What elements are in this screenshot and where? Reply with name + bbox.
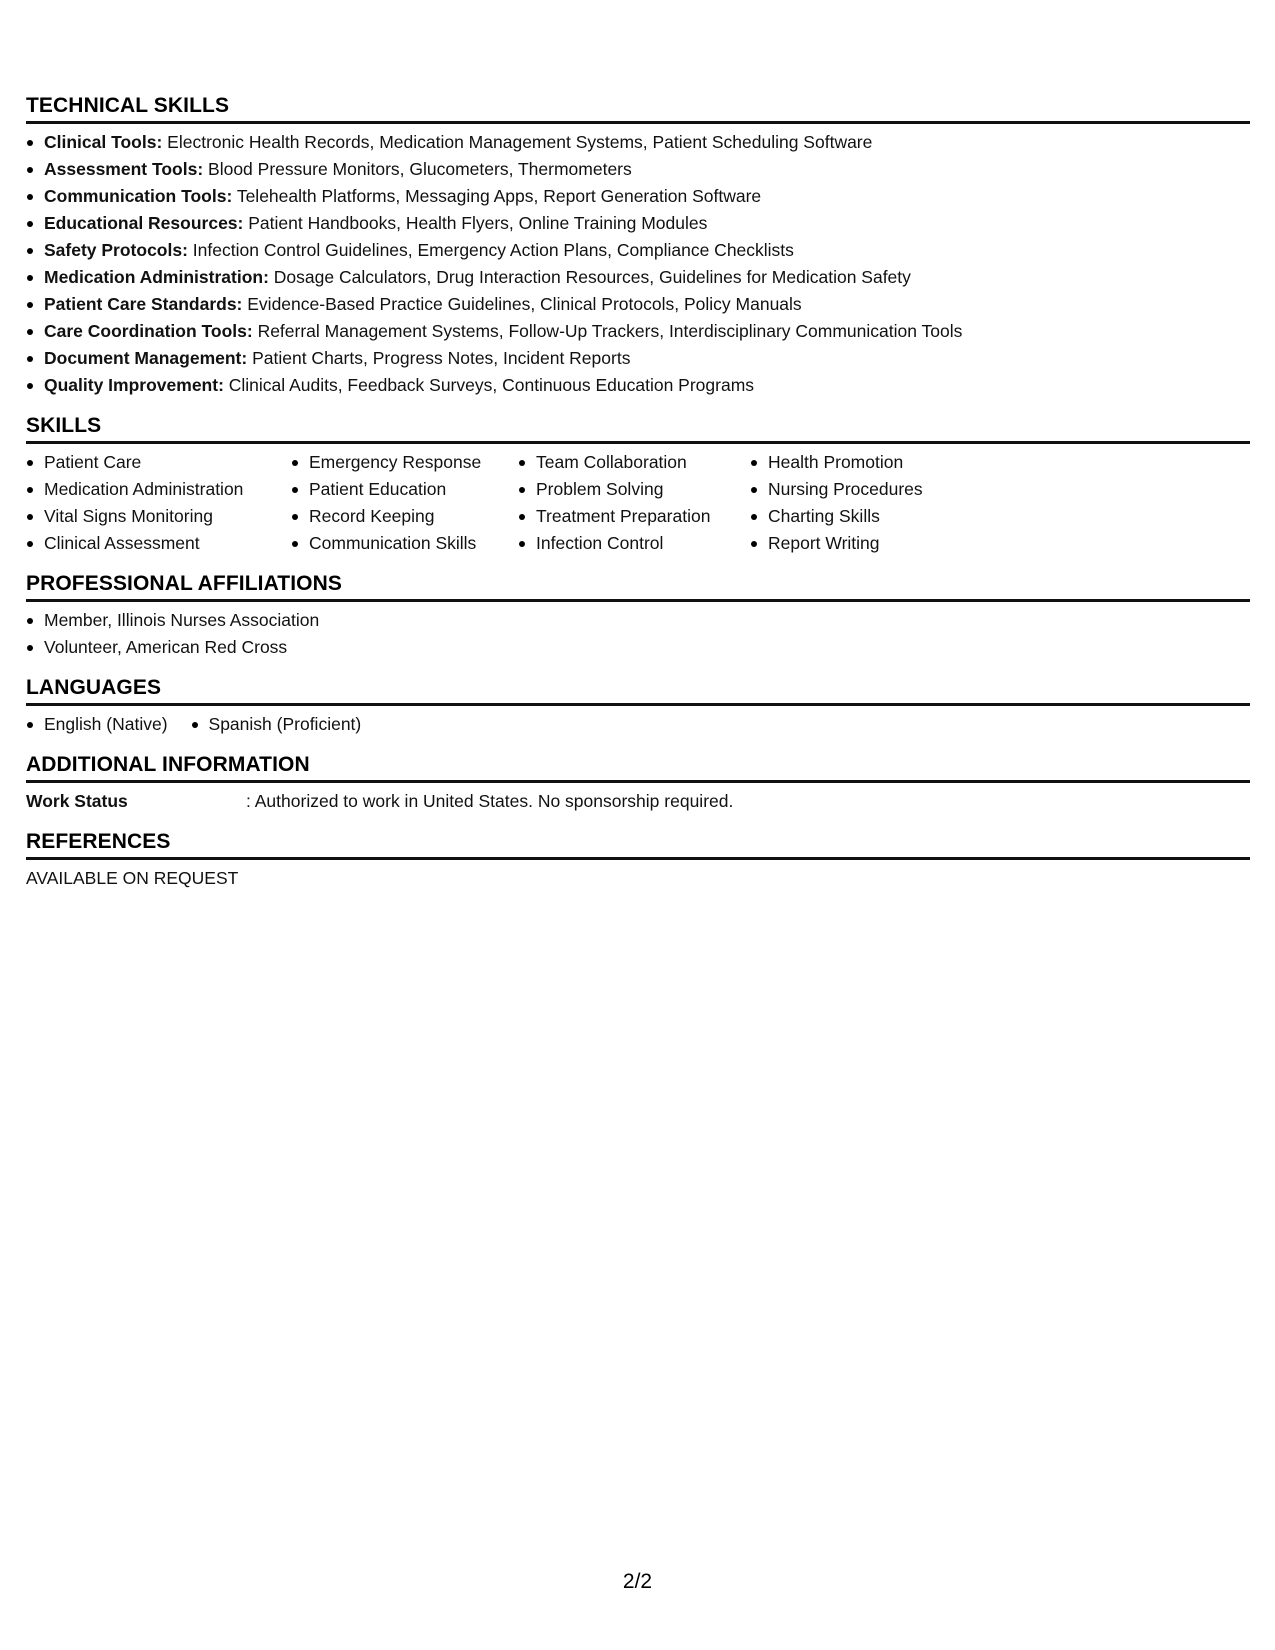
skills-column (291, 449, 518, 557)
work-status-row (26, 788, 1250, 815)
skill-item: Treatment Preparation (518, 503, 750, 530)
skills-column (750, 449, 980, 557)
skill-item: Emergency Response (291, 449, 518, 476)
technical-skills-heading: TECHNICAL SKILLS (26, 94, 230, 117)
page-number: 2/2 (622, 1570, 653, 1593)
item-label: Patient Care Standards: (44, 294, 243, 314)
item-text: Referral Management Systems, Follow-Up Trackers, Interdisciplinary Communication Tools (252, 321, 963, 341)
references-section (26, 829, 1250, 892)
item-label: Document Management: (44, 348, 248, 368)
item-text: Clinical Audits, Feedback Surveys, Continuous Education Programs (223, 375, 755, 395)
item-text: Dosage Calculators, Drug Interaction Resources, Guidelines for Medication Safety (268, 267, 911, 287)
affiliation-item: Volunteer, American Red Cross (26, 634, 1250, 661)
list-item (26, 264, 1250, 291)
section-divider (26, 121, 1250, 124)
item-label: Educational Resources: (44, 213, 244, 233)
affiliation-item: Member, Illinois Nurses Association (26, 607, 1250, 634)
list-item (26, 183, 1250, 210)
item-label: Assessment Tools: (44, 159, 204, 179)
languages-section (26, 675, 1250, 738)
item-text: Telehealth Platforms, Messaging Apps, Report Generation Software (232, 186, 762, 206)
skills-heading: SKILLS (26, 414, 102, 437)
item-label: Care Coordination Tools: (44, 321, 253, 341)
references-heading: REFERENCES (26, 830, 171, 853)
skill-item: Record Keeping (291, 503, 518, 530)
skill-item: Problem Solving (518, 476, 750, 503)
skill-item: Communication Skills (291, 530, 518, 557)
skill-item: Patient Education (291, 476, 518, 503)
references-text: AVAILABLE ON REQUEST (26, 868, 239, 888)
skills-grid (26, 449, 1250, 557)
technical-skills-list (26, 129, 1250, 399)
skills-column (26, 449, 291, 557)
list-item (26, 156, 1250, 183)
additional-info-heading: ADDITIONAL INFORMATION (26, 753, 310, 776)
section-divider (26, 703, 1250, 706)
item-text: Electronic Health Records, Medication Management Systems, Patient Scheduling Software (162, 132, 873, 152)
section-divider (26, 599, 1250, 602)
list-item (26, 291, 1250, 318)
section-divider (26, 441, 1250, 444)
languages-heading: LANGUAGES (26, 676, 162, 699)
skill-item: Infection Control (518, 530, 750, 557)
skill-item: Vital Signs Monitoring (26, 503, 291, 530)
skills-column (518, 449, 750, 557)
list-item (26, 210, 1250, 237)
skill-item: Patient Care (26, 449, 291, 476)
list-item (26, 129, 1250, 156)
affiliations-section (26, 571, 1250, 661)
affiliations-heading: PROFESSIONAL AFFILIATIONS (26, 572, 342, 595)
item-text: Blood Pressure Monitors, Glucometers, Thermometers (203, 159, 632, 179)
item-label: Medication Administration: (44, 267, 269, 287)
skill-item: Team Collaboration (518, 449, 750, 476)
item-label: Quality Improvement: (44, 375, 224, 395)
section-divider (26, 780, 1250, 783)
skill-item: Health Promotion (750, 449, 980, 476)
skills-section (26, 413, 1250, 557)
work-status-value: : Authorized to work in United States. No sponsorship required. (246, 791, 734, 811)
skill-item: Nursing Procedures (750, 476, 980, 503)
item-text: Infection Control Guidelines, Emergency Action Plans, Compliance Checklists (187, 240, 794, 260)
language-item: English (Native) (26, 711, 168, 738)
list-item (26, 237, 1250, 264)
item-label: Clinical Tools: (44, 132, 163, 152)
list-item (26, 345, 1250, 372)
list-item (26, 318, 1250, 345)
item-text: Patient Charts, Progress Notes, Incident Reports (247, 348, 631, 368)
affiliations-list (26, 607, 1250, 661)
technical-skills-section (26, 93, 1250, 399)
skill-item: Medication Administration (26, 476, 291, 503)
list-item (26, 372, 1250, 399)
item-text: Patient Handbooks, Health Flyers, Online Training Modules (243, 213, 708, 233)
resume-page (26, 93, 1250, 892)
item-label: Communication Tools: (44, 186, 233, 206)
item-label: Safety Protocols: (44, 240, 188, 260)
skill-item: Clinical Assessment (26, 530, 291, 557)
item-text: Evidence-Based Practice Guidelines, Clinical Protocols, Policy Manuals (242, 294, 802, 314)
additional-info-section (26, 752, 1250, 815)
section-divider (26, 857, 1250, 860)
languages-list (26, 711, 1250, 738)
skill-item: Charting Skills (750, 503, 980, 530)
language-item: Spanish (Proficient) (191, 711, 362, 738)
skill-item: Report Writing (750, 530, 980, 557)
work-status-label: Work Status (26, 791, 128, 811)
